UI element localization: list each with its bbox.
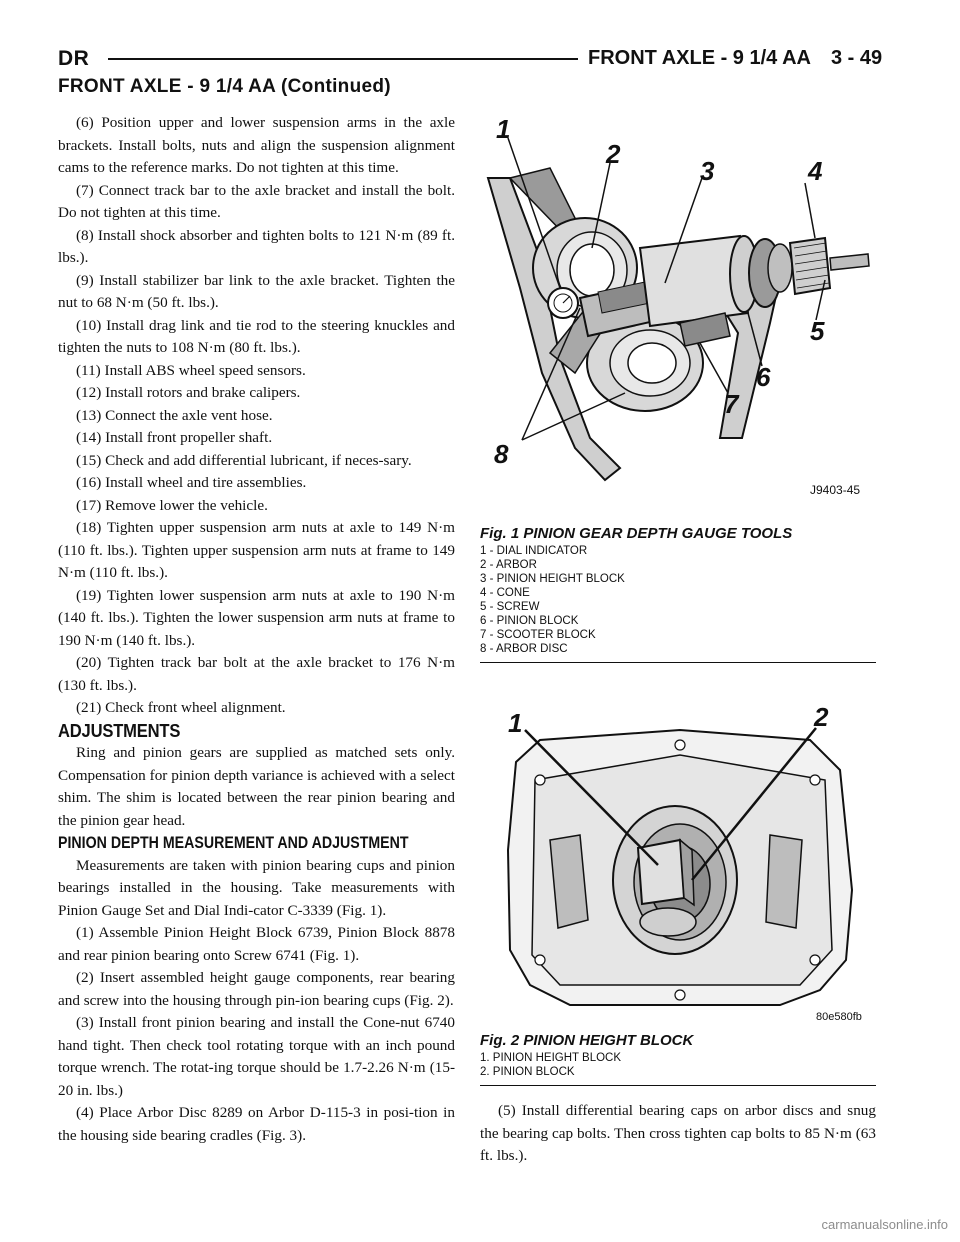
- step-9: (9) Install stabilizer bar link to the axle bracket. Tighten the nut to 68 N·m (50 ft. lbs.).: [58, 271, 455, 311]
- fig1-legend-item: 4 - CONE: [480, 587, 530, 599]
- step-16: (16) Install wheel and tire assemblies.: [76, 474, 307, 491]
- header-section: [588, 47, 882, 70]
- step-11: (11) Install ABS wheel speed sensors.: [76, 361, 306, 379]
- step-7: (7) Connect track bar to the axle bracket and install the bolt. Do not tighten at this time.: [58, 181, 455, 221]
- fig1-caption: Fig. 1 PINION GEAR DEPTH GAUGE TOOLS: [480, 525, 793, 542]
- step-14: (14) Install front propeller shaft.: [76, 429, 273, 446]
- fig1-callout-6: 6: [756, 362, 771, 392]
- fig2-id: 80e580fb: [816, 1011, 862, 1023]
- step-19: (19) Tighten lower suspension arm nuts at axle to 190 N·m (140 ft. lbs.). Tighten the lower suspension arm nuts at frame to 190 N·m (140 ft. lbs.).: [58, 586, 455, 649]
- fig1-legend-item: 3 - PINION HEIGHT BLOCK: [480, 573, 625, 585]
- pinion-depth-gauge-tools-illustration: [480, 108, 876, 518]
- fig1-callout-4: 4: [808, 156, 823, 186]
- header-rule: [108, 58, 578, 60]
- page-header: [0, 0, 960, 88]
- step-6: (6) Position upper and lower suspension arms in the axle brackets. Install bolts, nuts and align the suspension alignment cams to the reference marks. Do not tighten at this time.: [58, 114, 455, 176]
- step-18: (18) Tighten upper suspension arm nuts at axle to 149 N·m (110 ft. lbs.). Tighten upper suspension arm nuts at frame to 149 N·m (110 ft. lbs.).: [58, 519, 455, 581]
- continued-heading: FRONT AXLE - 9 1/4 AA (Continued): [58, 76, 391, 97]
- pinion-step-2: (2) Insert assembled height gauge components, rear bearing and screw into the housing through pin-ion bearing cups (Fig. 2).: [58, 969, 455, 1009]
- header-section-title: FRONT AXLE - 9 1/4 AA: [588, 47, 811, 69]
- step-20: (20) Tighten track bar bolt at the axle bracket to 176 N·m (130 ft. lbs.).: [58, 654, 455, 694]
- header-manual-code: DR: [58, 47, 90, 70]
- figure-2: [480, 700, 876, 1086]
- step-17: (17) Remove lower the vehicle.: [76, 496, 268, 514]
- fig1-callout-1: 1: [496, 114, 511, 144]
- fig1-legend: [480, 544, 876, 663]
- fig2-legend-item: 1. PINION HEIGHT BLOCK: [480, 1052, 622, 1064]
- fig1-legend-item: 5 - SCREW: [480, 601, 540, 613]
- fig1-callout-7: 7: [724, 389, 739, 419]
- fig1-legend-item: 1 - DIAL INDICATOR: [480, 545, 588, 557]
- pinion-step-5: (5) Install differential bearing caps on arbor discs and snug the bearing cap bolts. Then cross tighten cap bolts to 85 N·m (63 ft. lbs.).: [480, 1102, 876, 1164]
- step-8: (8) Install shock absorber and tighten bolts to 121 N·m (89 ft. lbs.).: [58, 226, 455, 266]
- fig2-legend-item: 2. PINION BLOCK: [480, 1066, 575, 1078]
- fig1-legend-item: 6 - PINION BLOCK: [480, 615, 579, 627]
- step-13: (13) Connect the axle vent hose.: [76, 406, 273, 424]
- fig2-legend: [480, 1051, 876, 1086]
- pinion-height-block-illustration: [480, 700, 876, 1025]
- fig1-id: J9403-45: [810, 483, 861, 497]
- right-column-text: [480, 1100, 876, 1168]
- fig1-legend-item: 7 - SCOOTER BLOCK: [480, 629, 596, 641]
- fig2-callout-2: 2: [814, 702, 829, 732]
- pinion-step-1: (1) Assemble Pinion Height Block 6739, Pinion Block 8878 and rear pinion bearing onto Screw 6741 (Fig. 1).: [58, 924, 455, 964]
- fig2-caption: Fig. 2 PINION HEIGHT BLOCK: [480, 1032, 694, 1049]
- figure-1: [480, 108, 876, 663]
- step-15: (15) Check and add differential lubricant, if neces-sary.: [76, 451, 412, 469]
- fig1-legend-item: 2 - ARBOR: [480, 559, 537, 571]
- step-10: (10) Install drag link and tie rod to the steering knuckles and tighten the nuts to 108 N·m (80 ft. lbs.).: [58, 316, 455, 356]
- fig2-callout-1: 1: [508, 708, 523, 738]
- watermark: carmanualsonline.info: [821, 1217, 948, 1232]
- left-column: [58, 112, 455, 1147]
- adjustments-paragraph: Ring and pinion gears are supplied as matched sets only. Compensation for pinion depth variance is achieved with a select shim. The shim is located between the rear pinion bearing and the pinion gear head.: [58, 744, 455, 829]
- fig1-callout-2: 2: [606, 139, 621, 169]
- fig1-callout-3: 3: [700, 156, 715, 186]
- pinion-step-3: (3) Install front pinion bearing and install the Cone-nut 6740 hand tight. Then check tool rotating torque with an inch pound torque wrench. The rotat-ing torque should be 1.7-2.26 N·m (15-20 in. lbs.): [58, 1014, 455, 1099]
- pinion-depth-heading: PINION DEPTH MEASUREMENT AND ADJUSTMENT: [58, 834, 409, 852]
- adjustments-heading: ADJUSTMENTS: [58, 720, 181, 741]
- pinion-paragraph-intro: Measurements are taken with pinion bearing cups and pinion bearings installed in the housing. Take measurements with Pinion Gauge Set and Dial Indi-cator C-3339 (Fig. 1).: [58, 856, 455, 919]
- fig1-legend-item: 8 - ARBOR DISC: [480, 643, 568, 655]
- step-12: (12) Install rotors and brake calipers.: [76, 384, 301, 401]
- step-21: (21) Check front wheel alignment.: [76, 699, 286, 716]
- pinion-step-4: (4) Place Arbor Disc 8289 on Arbor D-115-3 in posi-tion in the housing side bearing cradles (Fig. 3).: [58, 1104, 455, 1144]
- fig1-callout-5: 5: [810, 316, 825, 346]
- page-number: 3 - 49: [831, 47, 883, 69]
- fig1-callout-8: 8: [494, 439, 509, 469]
